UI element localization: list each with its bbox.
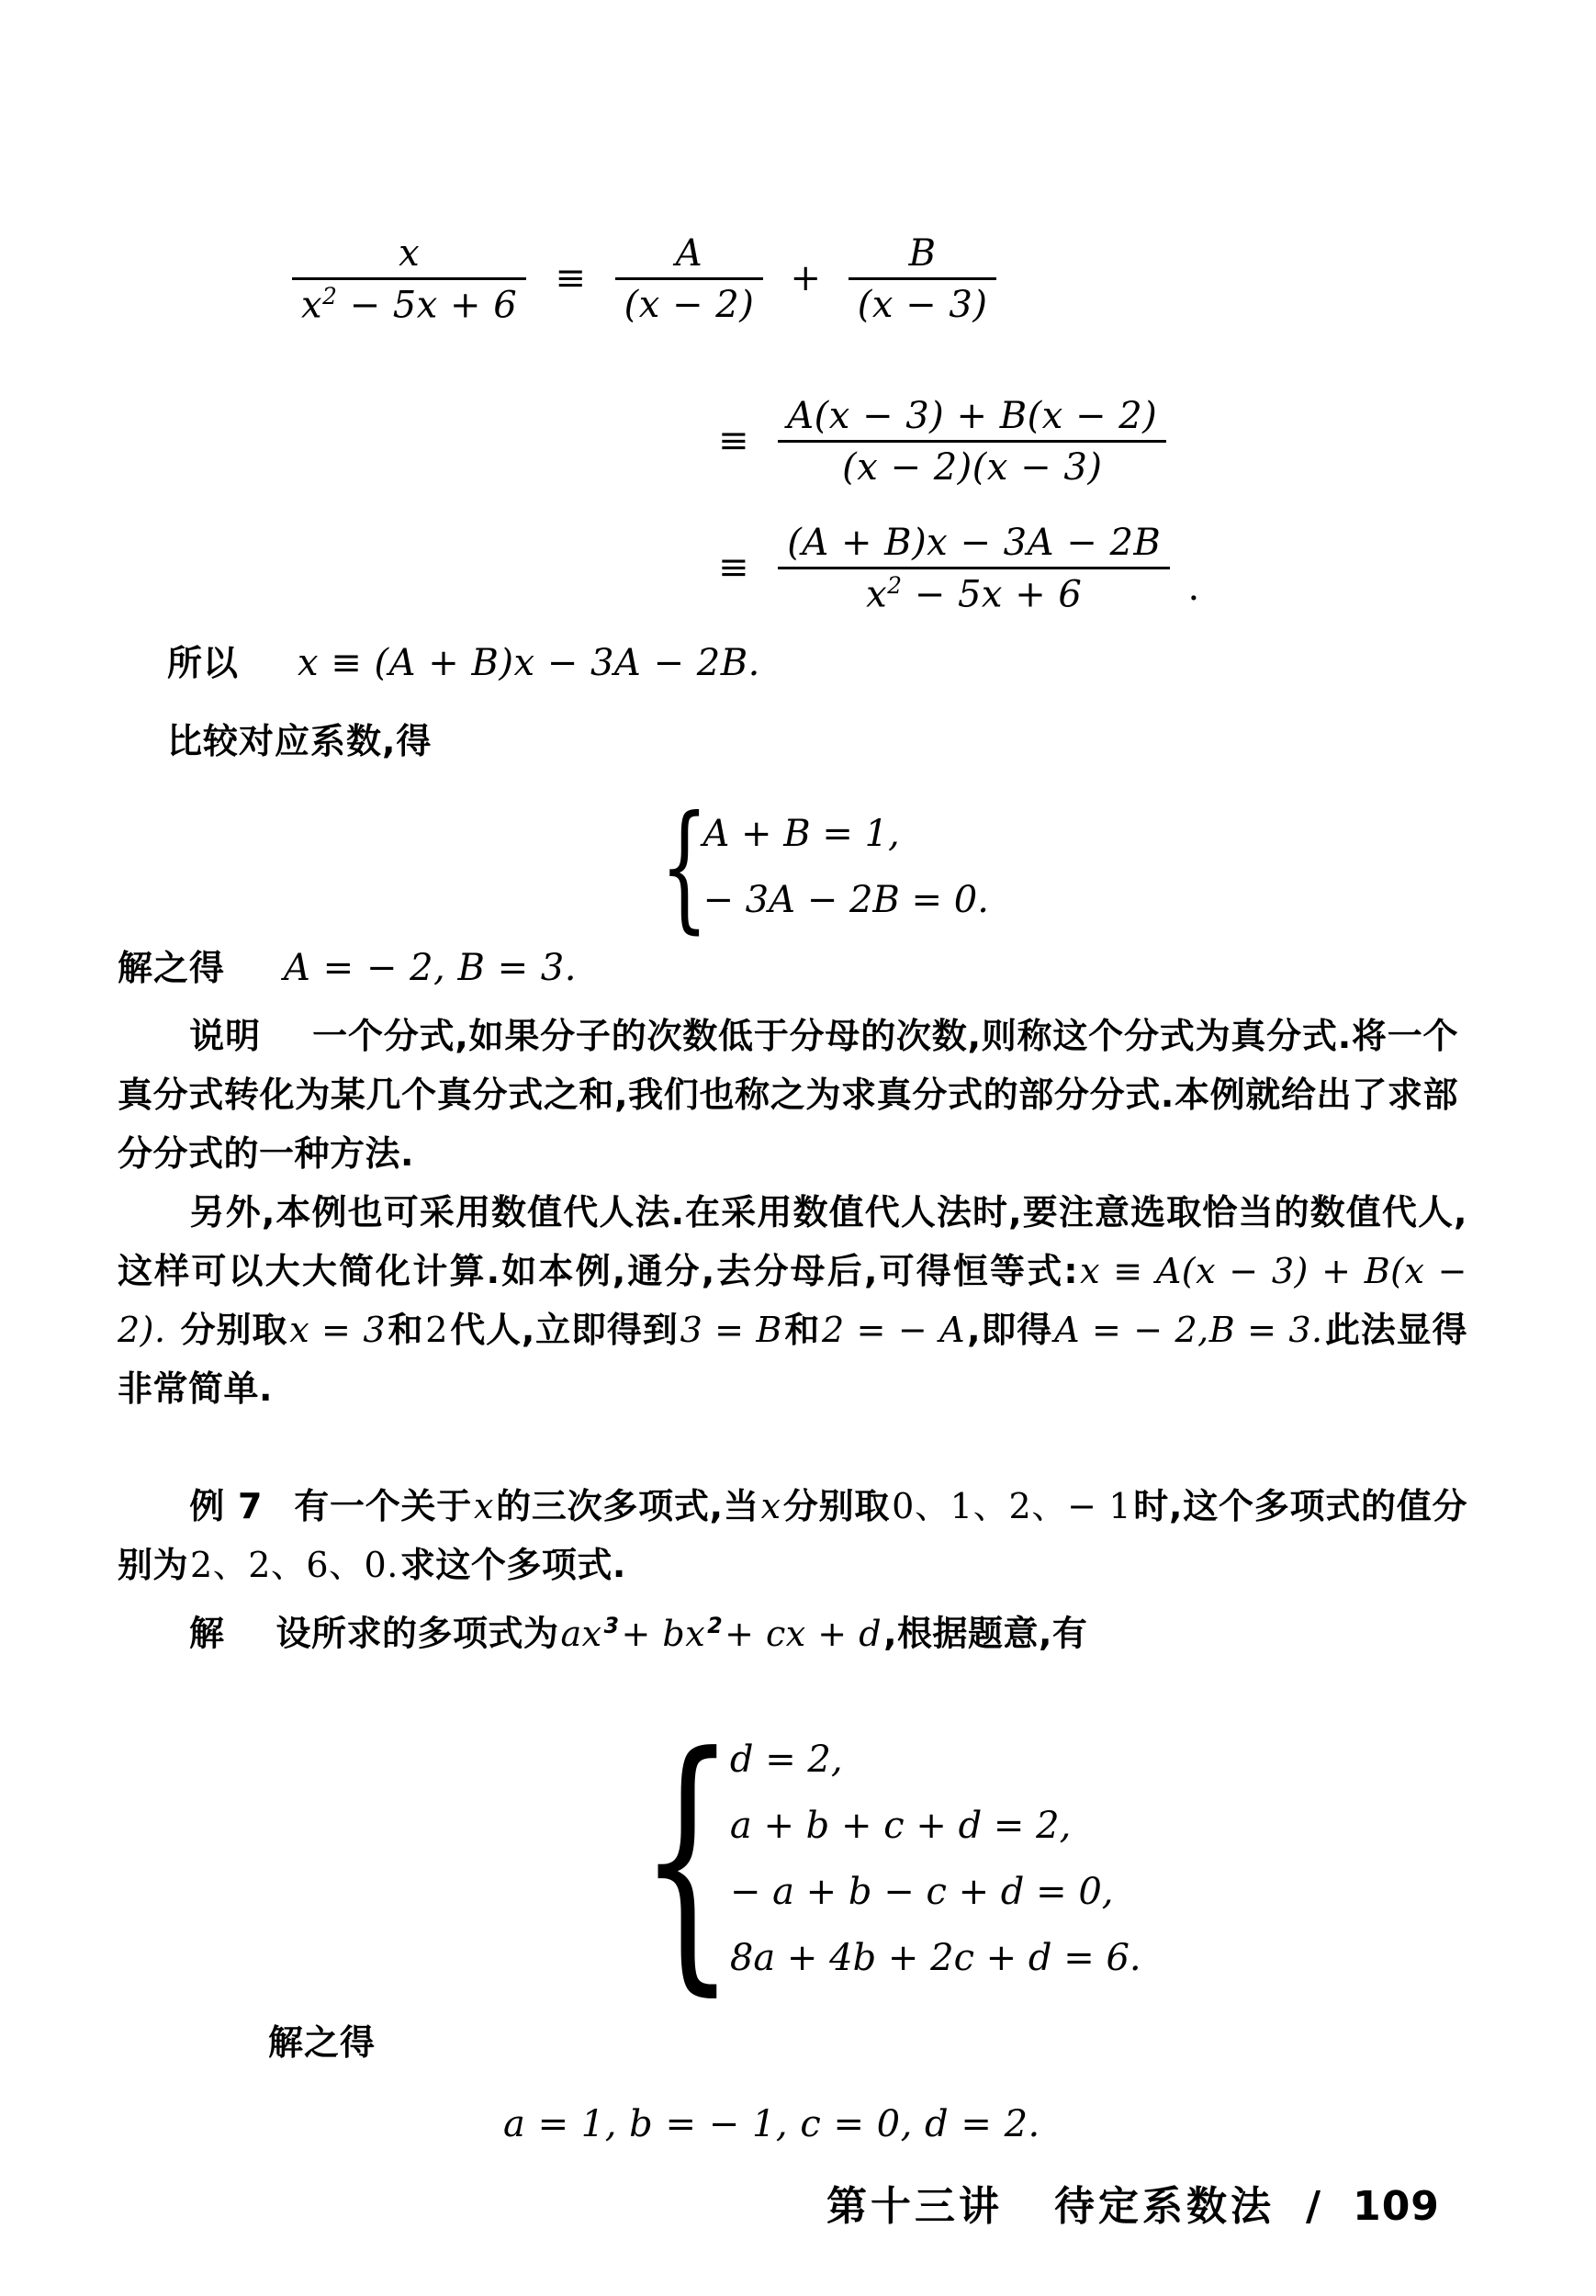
example-7-text-5: 求这个多项式. <box>399 1545 626 1585</box>
fraction-term-a <box>615 232 764 326</box>
note2-part-2: 分别取 <box>180 1310 288 1350</box>
term-b-denominator: (x − 3) <box>857 284 988 327</box>
note2-math-4: 3 = B <box>680 1310 782 1350</box>
note2-part-5: 和 <box>783 1310 821 1350</box>
note2-part-1: 另外,本例也可采用数值代人法.在采用数值代人法时,要注意选取恰当的数值代人,这样可以大大简化计算.如本例,通分,去分母后,可得恒等式: <box>118 1192 1467 1291</box>
note2-math-6: A = − 2,B = 3. <box>1054 1310 1323 1350</box>
solution-poly-b-exponent: 2 <box>707 1613 724 1638</box>
solution-label: 解 <box>189 1613 225 1654</box>
note2-math-2: x = 3 <box>289 1310 386 1350</box>
fraction-expanded <box>778 522 1170 615</box>
left-brace-1: { <box>659 786 709 947</box>
system-2-equations <box>730 1727 1141 1991</box>
trailing-period-3: . <box>1187 567 1200 610</box>
solution-text-2: ,根据题意,有 <box>883 1613 1088 1654</box>
example-7-math-4: 2、2、6、0. <box>190 1545 399 1585</box>
page-footer <box>826 2173 1440 2232</box>
identity-sign-2: ≡ <box>718 420 750 462</box>
compare-coefficients-label: 比较对应系数,得 <box>167 721 433 761</box>
fraction-denominator <box>292 280 526 326</box>
note2-part-6: ,即得 <box>967 1310 1053 1350</box>
expanded-den-rest: − 5x + 6 <box>914 573 1083 616</box>
denominator-variable: x <box>301 284 323 327</box>
expanded-den-exponent: 2 <box>887 572 903 599</box>
system-2-equation-2: a + b + c + d = 2, <box>729 1805 1072 1847</box>
left-brace-2: { <box>638 1698 736 2019</box>
note-paragraph <box>118 1007 1458 1183</box>
term-a-numerator: A <box>615 232 764 280</box>
note2-part-7: 此法显得非常简单. <box>118 1310 1467 1409</box>
plus-sign-1: + <box>790 257 822 300</box>
denominator-exponent: 2 <box>322 283 338 310</box>
solution-text-1: 设所求的多项式为 <box>275 1613 559 1654</box>
solve-label-2: 解之得 <box>268 2022 377 2063</box>
example-7-math-2: x <box>760 1486 781 1526</box>
solution-poly-c: + cx + d <box>725 1613 882 1654</box>
system-2-equation-1: d = 2, <box>729 1739 843 1781</box>
footer-separator: / <box>1306 2183 1322 2230</box>
example-7-math-1: x <box>473 1486 494 1526</box>
note-body: 一个分式,如果分子的次数低于分母的次数,则称这个分式为真分式.将一个真分式转化为某几个真分式之和,我们也称之为求真分式的部分分式.本例就给出了求部分分式的一种方法. <box>118 1016 1458 1174</box>
note2-math-1: x ≡ A(x − 3) + B(x − 2). <box>118 1251 1467 1350</box>
example-7-text-3: 分别取 <box>782 1486 891 1526</box>
therefore-label: 所以 <box>167 643 240 683</box>
page-number: 109 <box>1353 2183 1440 2230</box>
note2-part-4: 代人,立即得到 <box>449 1310 679 1350</box>
system-1-equation-2: − 3A − 2B = 0. <box>702 879 989 921</box>
combined-numerator: A(x − 3) + B(x − 2) <box>778 395 1166 443</box>
system-2-equation-4: 8a + 4b + 2c + d = 6. <box>729 1937 1141 1979</box>
equation-line-3 <box>707 523 1200 617</box>
system-1-equations <box>702 801 988 933</box>
equation-line-2 <box>707 397 1172 490</box>
example-7-paragraph <box>118 1477 1467 1594</box>
therefore-line <box>167 634 760 692</box>
denominator-rest: − 5x + 6 <box>349 284 518 327</box>
term-a-denominator: (x − 2) <box>624 284 755 327</box>
therefore-equation: x ≡ (A + B)x − 3A − 2B. <box>298 642 760 684</box>
note-label: 说明 <box>189 1016 261 1056</box>
solution-poly-b: + bx <box>621 1613 706 1654</box>
expanded-numerator: (A + B)x − 3A − 2B <box>778 522 1170 569</box>
example-7-solution-line <box>118 1596 1467 1663</box>
solution-poly-a-exponent: 3 <box>603 1613 620 1638</box>
example-7-label: 例 7 <box>189 1486 263 1526</box>
example-7-text-4: 时,这个多项式的值分别为 <box>118 1486 1467 1585</box>
solution-poly-a: ax <box>560 1613 602 1654</box>
fraction-lhs <box>292 232 526 326</box>
note2-math-5: 2 = − A <box>822 1310 966 1350</box>
solve-result-2: a = 1, b = − 1, c = 0, d = 2. <box>503 2103 1040 2145</box>
identity-sign-1: ≡ <box>555 257 587 300</box>
equation-line-1 <box>287 234 1002 328</box>
expanded-denominator <box>778 569 1170 615</box>
equation-system-1 <box>621 786 989 947</box>
note2-part-3: 和 <box>388 1310 424 1350</box>
solve-label-1: 解之得 <box>118 948 226 988</box>
example-7-text-2: 的三次多项式,当 <box>495 1486 759 1526</box>
example-7-text-1: 有一个关于 <box>293 1486 472 1526</box>
example-7-math-3: 0、1、2、− 1 <box>892 1486 1132 1526</box>
identity-sign-3: ≡ <box>718 546 750 590</box>
expanded-den-variable: x <box>866 573 888 616</box>
equation-system-2 <box>560 1698 1141 2019</box>
system-1-equation-1: A + B = 1, <box>702 813 900 855</box>
footer-chapter: 第十三讲 <box>826 2183 1003 2230</box>
note2-math-3: 2 <box>425 1310 448 1350</box>
footer-topic: 待定系数法 <box>1054 2183 1275 2230</box>
solve-result-1: A = − 2, B = 3. <box>284 947 577 989</box>
fraction-combined <box>778 395 1166 489</box>
system-2-equation-3: − a + b − c + d = 0, <box>729 1871 1114 1913</box>
note-paragraph-2 <box>118 1183 1467 1418</box>
term-b-numerator: B <box>849 232 997 280</box>
fraction-term-b <box>849 232 997 326</box>
combined-denominator: (x − 2)(x − 3) <box>842 446 1103 489</box>
solve-line-1 <box>118 939 577 997</box>
fraction-numerator: x <box>292 232 526 280</box>
